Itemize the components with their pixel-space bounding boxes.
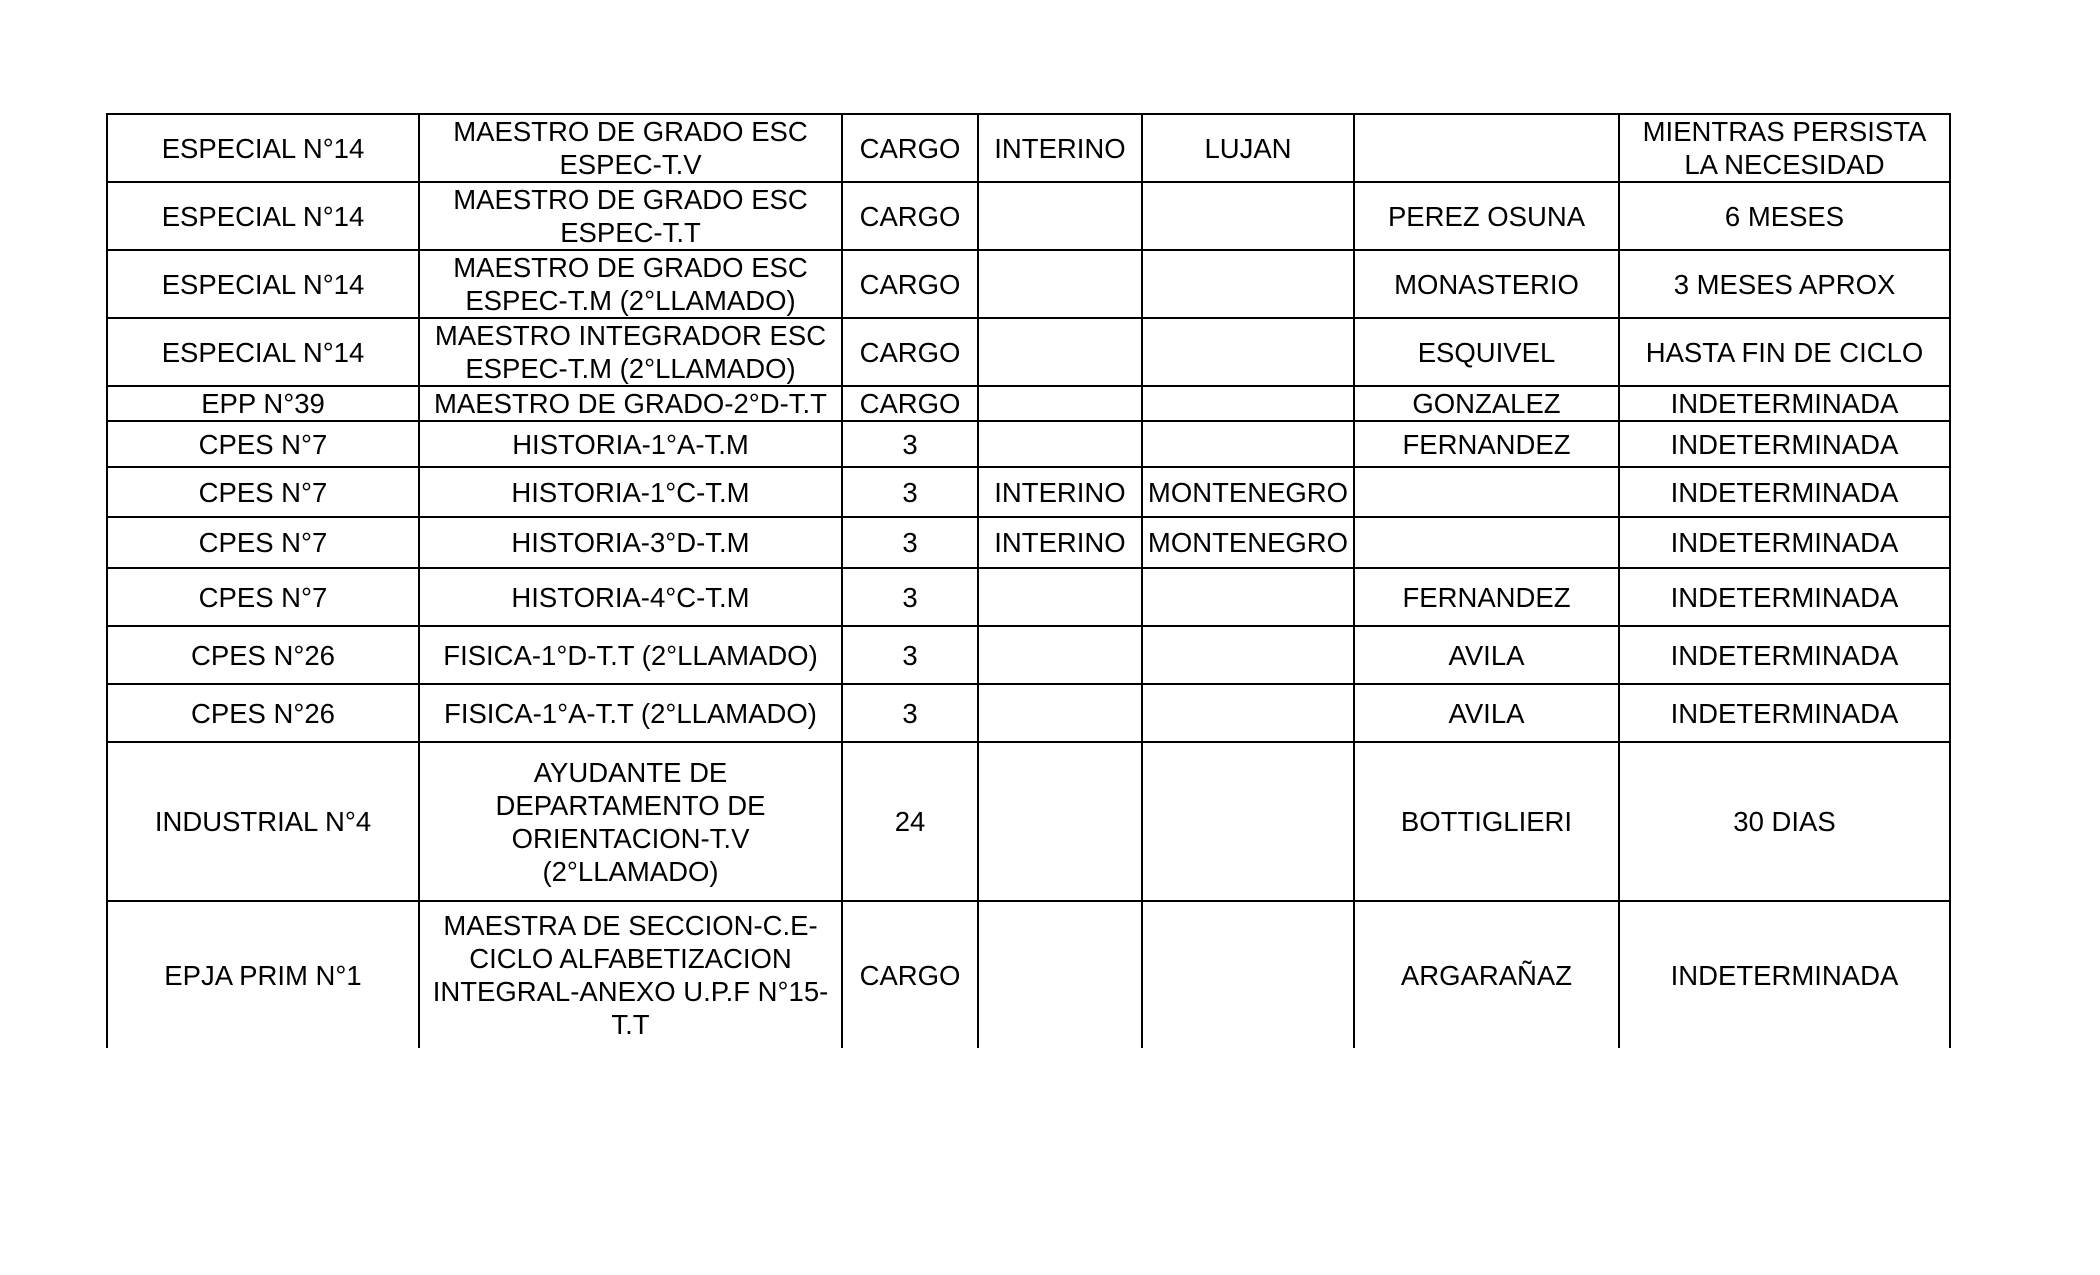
table-row (107, 250, 1950, 318)
school-cell (107, 742, 419, 901)
previous-teacher-cell (1142, 421, 1354, 467)
previous-teacher-cell (1142, 901, 1354, 1048)
hours-cell (842, 684, 978, 742)
previous-teacher-cell (1142, 742, 1354, 901)
cell-text: INDETERMINADA (1670, 527, 1899, 558)
cell-text: FERNANDEZ (1402, 581, 1571, 613)
duration-cell (1619, 742, 1950, 901)
previous-teacher-cell (1142, 386, 1354, 421)
replaced-teacher-cell (1354, 467, 1619, 517)
duration-cell (1619, 467, 1950, 517)
cell-text: 3 (902, 697, 918, 729)
cell-text: HASTA FIN DE CICLO (1645, 336, 1924, 368)
school-cell (107, 386, 419, 421)
table-row (107, 517, 1950, 568)
status-cell (978, 386, 1142, 421)
status-cell (978, 250, 1142, 318)
cell-text: INTERINO (994, 132, 1126, 164)
hours-cell (842, 421, 978, 467)
position-cell (419, 568, 842, 626)
school-cell (107, 421, 419, 467)
duration-cell (1619, 114, 1950, 182)
table-row (107, 182, 1950, 250)
replaced-teacher-cell (1354, 318, 1619, 386)
cell-text: CARGO (859, 200, 961, 232)
hours-cell (842, 467, 978, 517)
cell-text: GONZALEZ (1412, 388, 1561, 419)
replaced-teacher-cell (1354, 901, 1619, 1048)
cell-text: ESPECIAL N°14 (161, 200, 365, 232)
replaced-teacher-cell (1354, 182, 1619, 250)
cell-text: MONASTERIO (1394, 268, 1579, 300)
cell-text: ESPECIAL N°14 (161, 336, 365, 368)
school-cell (107, 318, 419, 386)
cell-text: HISTORIA-1°C-T.M (511, 476, 750, 508)
cell-text: EPJA PRIM N°1 (164, 959, 362, 991)
position-cell (419, 318, 842, 386)
school-cell (107, 626, 419, 684)
table-row (107, 568, 1950, 626)
replaced-teacher-cell (1354, 517, 1619, 568)
duration-cell (1619, 421, 1950, 467)
cell-text: BOTTIGLIERI (1400, 806, 1573, 837)
school-cell (107, 467, 419, 517)
duration-cell (1619, 901, 1950, 1048)
table-row (107, 742, 1950, 901)
previous-teacher-cell (1142, 517, 1354, 568)
status-cell (978, 901, 1142, 1048)
cell-text: INDETERMINADA (1670, 428, 1899, 460)
duration-cell (1619, 182, 1950, 250)
cell-text: CPES N°7 (198, 527, 328, 558)
cell-text: MAESTRO DE GRADO ESC ESPEC-T.V (453, 116, 808, 180)
cell-text: CARGO (859, 268, 961, 300)
cell-text: 3 (902, 581, 918, 613)
position-cell (419, 467, 842, 517)
position-cell (419, 114, 842, 182)
table-body (107, 114, 1950, 1048)
hours-cell (842, 626, 978, 684)
hours-cell (842, 182, 978, 250)
school-cell (107, 684, 419, 742)
cell-text: AVILA (1448, 639, 1525, 671)
cell-text: MONTENEGRO (1147, 476, 1349, 508)
replaced-teacher-cell (1354, 684, 1619, 742)
status-cell (978, 421, 1142, 467)
cell-text: CPES N°26 (191, 639, 335, 671)
previous-teacher-cell (1142, 250, 1354, 318)
hours-cell (842, 517, 978, 568)
cell-text: MIENTRAS PERSISTA LA NECESIDAD (1642, 116, 1927, 180)
cell-text: INDETERMINADA (1670, 959, 1899, 991)
school-cell (107, 114, 419, 182)
cell-text: MAESTRO DE GRADO ESC ESPEC-T.M (2°LLAMADO) (453, 252, 808, 316)
school-cell (107, 517, 419, 568)
table-row (107, 901, 1950, 1048)
cell-text: 24 (894, 806, 926, 837)
cell-text: HISTORIA-3°D-T.M (511, 527, 750, 558)
cell-text: EPP N°39 (201, 388, 325, 419)
duration-cell (1619, 517, 1950, 568)
cell-text: ESPECIAL N°14 (161, 132, 365, 164)
cell-text: AVILA (1448, 697, 1525, 729)
duration-cell (1619, 626, 1950, 684)
duration-cell (1619, 250, 1950, 318)
hours-cell (842, 386, 978, 421)
status-cell (978, 568, 1142, 626)
cell-text: FISICA-1°A-T.T (2°LLAMADO) (444, 697, 817, 729)
replaced-teacher-cell (1354, 421, 1619, 467)
cell-text: MAESTRA DE SECCION-C.E-CICLO ALFABETIZACION INTEGRAL-ANEXO U.P.F N°15-T.T (432, 910, 829, 1040)
position-cell (419, 421, 842, 467)
previous-teacher-cell (1142, 318, 1354, 386)
school-cell (107, 568, 419, 626)
position-cell (419, 684, 842, 742)
cell-text: CPES N°7 (198, 476, 328, 508)
table-row (107, 318, 1950, 386)
replaced-teacher-cell (1354, 626, 1619, 684)
replaced-teacher-cell (1354, 568, 1619, 626)
table-row (107, 421, 1950, 467)
cell-text: INTERINO (994, 527, 1126, 558)
hours-cell (842, 250, 978, 318)
cell-text: MAESTRO DE GRADO ESC ESPEC-T.T (453, 184, 808, 248)
cell-text: ESPECIAL N°14 (161, 268, 365, 300)
cell-text: CARGO (859, 959, 961, 991)
cell-text: INDETERMINADA (1670, 476, 1899, 508)
previous-teacher-cell (1142, 684, 1354, 742)
status-cell (978, 684, 1142, 742)
cell-text: CPES N°7 (198, 581, 328, 613)
replaced-teacher-cell (1354, 742, 1619, 901)
cell-text: HISTORIA-4°C-T.M (511, 581, 750, 613)
cell-text: MONTENEGRO (1147, 527, 1349, 558)
cell-text: ARGARAÑAZ (1400, 959, 1573, 991)
cell-text: LUJAN (1204, 132, 1292, 164)
cell-text: FISICA-1°D-T.T (2°LLAMADO) (443, 639, 818, 671)
cell-text: CARGO (859, 388, 961, 419)
previous-teacher-cell (1142, 626, 1354, 684)
status-cell (978, 182, 1142, 250)
school-cell (107, 901, 419, 1048)
cell-text: 30 DIAS (1733, 806, 1836, 837)
table-row (107, 467, 1950, 517)
replaced-teacher-cell (1354, 386, 1619, 421)
cell-text: INDETERMINADA (1670, 639, 1899, 671)
previous-teacher-cell (1142, 182, 1354, 250)
cell-text: 3 (902, 428, 918, 460)
status-cell (978, 626, 1142, 684)
position-cell (419, 386, 842, 421)
position-cell (419, 626, 842, 684)
hours-cell (842, 742, 978, 901)
status-cell (978, 318, 1142, 386)
duration-cell (1619, 386, 1950, 421)
table-row (107, 626, 1950, 684)
replaced-teacher-cell (1354, 250, 1619, 318)
cell-text: HISTORIA-1°A-T.M (512, 428, 749, 460)
cell-text: INDUSTRIAL N°4 (154, 806, 372, 837)
table-row (107, 386, 1950, 421)
cell-text: 3 (902, 476, 918, 508)
cell-text: 6 MESES (1724, 200, 1845, 232)
hours-cell (842, 568, 978, 626)
previous-teacher-cell (1142, 467, 1354, 517)
position-cell (419, 250, 842, 318)
hours-cell (842, 318, 978, 386)
cell-text: 3 (902, 527, 918, 558)
position-cell (419, 901, 842, 1048)
cell-text: CPES N°26 (191, 697, 335, 729)
cell-text: 3 (902, 639, 918, 671)
status-cell (978, 517, 1142, 568)
cell-text: INDETERMINADA (1670, 581, 1899, 613)
status-cell (978, 467, 1142, 517)
duration-cell (1619, 684, 1950, 742)
cell-text: INDETERMINADA (1670, 697, 1899, 729)
cell-text: INDETERMINADA (1670, 388, 1899, 419)
cell-text: INTERINO (994, 476, 1126, 508)
hours-cell (842, 114, 978, 182)
cell-text: MAESTRO INTEGRADOR ESC ESPEC-T.M (2°LLAMADO) (434, 320, 827, 384)
cell-text: CARGO (859, 336, 961, 368)
positions-table (106, 113, 1951, 1048)
position-cell (419, 742, 842, 901)
cell-text: AYUDANTE DE DEPARTAMENTO DE ORIENTACION-T.V (2°LLAMADO) (495, 756, 766, 887)
table-row (107, 684, 1950, 742)
cell-text: 3 MESES APROX (1673, 268, 1896, 300)
status-cell (978, 114, 1142, 182)
position-cell (419, 182, 842, 250)
school-cell (107, 250, 419, 318)
position-cell (419, 517, 842, 568)
previous-teacher-cell (1142, 114, 1354, 182)
table-row (107, 114, 1950, 182)
status-cell (978, 742, 1142, 901)
hours-cell (842, 901, 978, 1048)
duration-cell (1619, 318, 1950, 386)
previous-teacher-cell (1142, 568, 1354, 626)
school-cell (107, 182, 419, 250)
replaced-teacher-cell (1354, 114, 1619, 182)
duration-cell (1619, 568, 1950, 626)
cell-text: ESQUIVEL (1417, 336, 1556, 368)
cell-text: CPES N°7 (198, 428, 328, 460)
cell-text: PEREZ OSUNA (1387, 200, 1586, 232)
cell-text: MAESTRO DE GRADO-2°D-T.T (434, 388, 827, 419)
cell-text: FERNANDEZ (1402, 428, 1571, 460)
cell-text: CARGO (859, 132, 961, 164)
